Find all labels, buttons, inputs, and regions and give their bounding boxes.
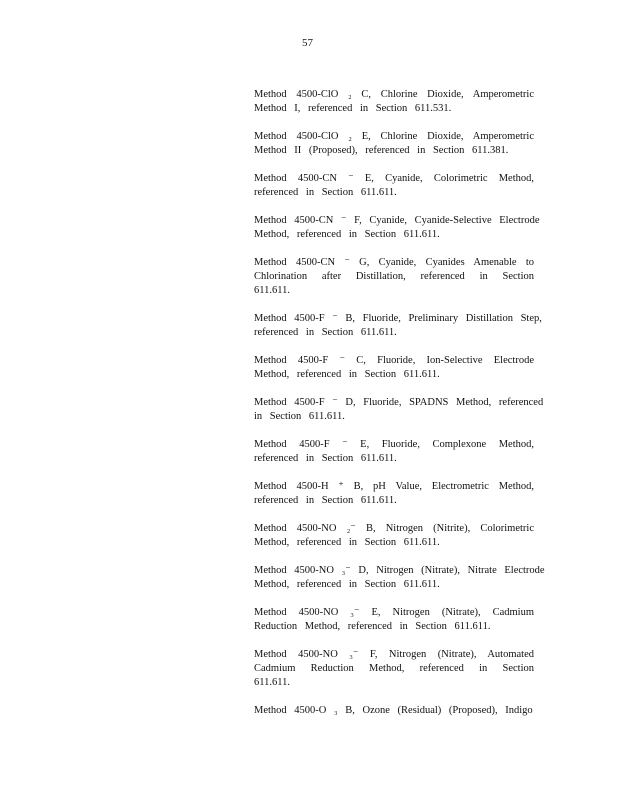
entry-line: Method 4500-NO ₃⁻ F, Nitrogen (Nitrate), Automated <box>254 649 534 660</box>
entry-line: Reduction Method, referenced in Section 611.611. <box>254 621 491 632</box>
page-number: 57 <box>302 37 313 49</box>
method-reference-entry <box>254 564 545 592</box>
method-reference-entry <box>254 648 534 690</box>
entry-line: Method, referenced in Section 611.611. <box>254 579 440 590</box>
entry-line: 611.611. <box>254 677 290 688</box>
method-reference-entry <box>254 480 534 508</box>
entry-line: Method 4500-F ⁻ B, Fluoride, Preliminary Distillation Step, <box>254 313 542 324</box>
method-reference-entry <box>254 522 534 550</box>
entry-line: Method 4500-CN ⁻ F, Cyanide, Cyanide-Selective Electrode <box>254 215 540 226</box>
entry-line: Method 4500-ClO ₂ C, Chlorine Dioxide, Amperometric <box>254 89 534 100</box>
entry-line: Method 4500-CN ⁻ E, Cyanide, Colorimetric Method, <box>254 173 534 184</box>
entry-line: Method 4500-H ⁺ B, pH Value, Electrometric Method, <box>254 481 534 492</box>
entry-line: Method, referenced in Section 611.611. <box>254 229 440 240</box>
method-reference-list <box>254 88 545 732</box>
entry-line: Method 4500-NO ₃⁻ E, Nitrogen (Nitrate), Cadmium <box>254 607 534 618</box>
entry-line: referenced in Section 611.611. <box>254 495 397 506</box>
entry-line: Cadmium Reduction Method, referenced in Section <box>254 663 534 674</box>
entry-line: Method, referenced in Section 611.611. <box>254 369 440 380</box>
entry-line: Method 4500-ClO ₂ E, Chlorine Dioxide, Amperometric <box>254 131 534 142</box>
method-reference-entry <box>254 354 534 382</box>
entry-line: referenced in Section 611.611. <box>254 327 397 338</box>
method-reference-entry <box>254 396 544 424</box>
entry-line: Method 4500-O ₃ B, Ozone (Residual) (Proposed), Indigo <box>254 705 533 716</box>
entry-line: referenced in Section 611.611. <box>254 453 397 464</box>
method-reference-entry <box>254 438 534 466</box>
entry-line: Method I, referenced in Section 611.531. <box>254 103 452 114</box>
method-reference-entry <box>254 606 534 634</box>
method-reference-entry <box>254 256 534 298</box>
entry-line: 611.611. <box>254 285 290 296</box>
entry-line: Method 4500-F ⁻ D, Fluoride, SPADNS Method, referenced <box>254 397 544 408</box>
entry-line: Method 4500-F ⁻ E, Fluoride, Complexone Method, <box>254 439 534 450</box>
method-reference-entry <box>254 214 540 242</box>
method-reference-entry <box>254 88 534 116</box>
entry-line: Method 4500-NO ₃⁻ D, Nitrogen (Nitrate), Nitrate Electrode <box>254 565 545 576</box>
method-reference-entry <box>254 130 534 158</box>
entry-line: Method 4500-NO ₂⁻ B, Nitrogen (Nitrite), Colorimetric <box>254 523 534 534</box>
entry-line: Method, referenced in Section 611.611. <box>254 537 440 548</box>
entry-line: in Section 611.611. <box>254 411 345 422</box>
method-reference-entry <box>254 704 534 718</box>
entry-line: Method 4500-F ⁻ C, Fluoride, Ion-Selective Electrode <box>254 355 534 366</box>
method-reference-entry <box>254 172 534 200</box>
entry-line: Method II (Proposed), referenced in Section 611.381. <box>254 145 509 156</box>
entry-line: Chlorination after Distillation, referenced in Section <box>254 271 534 282</box>
entry-line: referenced in Section 611.611. <box>254 187 397 198</box>
method-reference-entry <box>254 312 542 340</box>
entry-line: Method 4500-CN ⁻ G, Cyanide, Cyanides Amenable to <box>254 257 534 268</box>
